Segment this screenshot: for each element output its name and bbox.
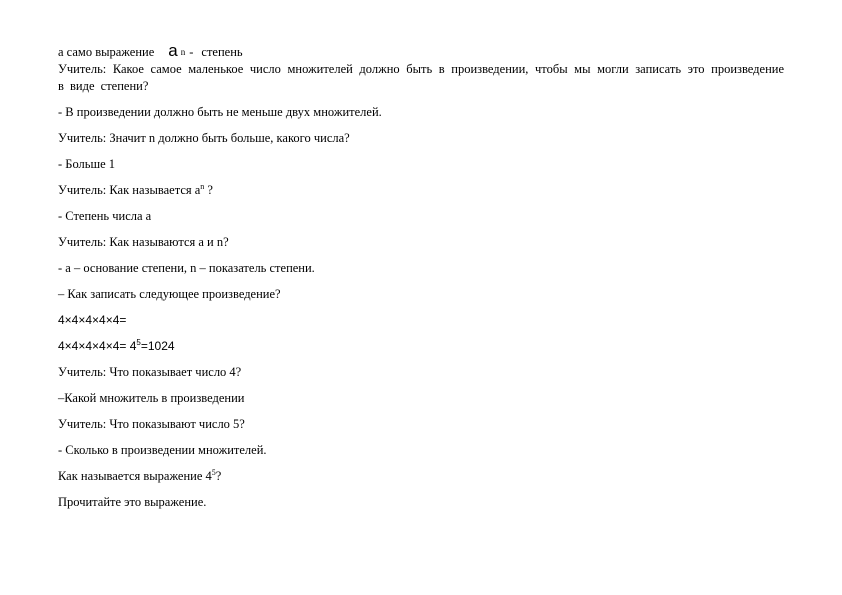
expression-name-end: ? xyxy=(215,469,222,483)
power-symbol-exponent: n xyxy=(180,47,186,57)
answer-power-of-a: - Степень числа a xyxy=(58,209,152,223)
product-result-line xyxy=(58,338,784,355)
intro-line xyxy=(58,41,784,61)
teacher-name-end: ? xyxy=(204,183,213,197)
product-result-end: =1024 xyxy=(140,339,175,353)
answer-which-factor: –Какой множитель в произведении xyxy=(58,391,245,405)
teacher-name-sup: n xyxy=(200,181,205,191)
document-page xyxy=(58,41,784,511)
intro-dash: - xyxy=(189,45,194,59)
teacher-a-n-question: Учитель: Как называются a и n? xyxy=(58,235,229,249)
how-to-write-question: – Как записать следующее произведение? xyxy=(58,287,281,301)
product-line: 4×4×4×4×4= xyxy=(58,313,127,327)
expression-name-question xyxy=(58,468,784,485)
read-expression-line: Прочитайте это выражение. xyxy=(58,495,207,509)
power-symbol: a xyxy=(168,41,178,60)
teacher-name-text: Учитель: Как называется a xyxy=(58,183,201,197)
teacher-n-question: Учитель: Значит n должно быть больше, какого числа? xyxy=(58,131,350,145)
answer-base-exponent: - a – основание степени, n – показатель степени. xyxy=(58,261,315,275)
expression-name-text: Как называется выражение 4 xyxy=(58,469,212,483)
product-result-prefix: 4×4×4×4×4= 4 xyxy=(58,339,137,353)
answer-how-many-factors: - Сколько в произведении множителей. xyxy=(58,443,267,457)
product-result-sup: 5 xyxy=(136,338,141,347)
intro-prefix: а само выражение xyxy=(58,45,155,59)
teacher-4-question: Учитель: Что показывает число 4? xyxy=(58,365,242,379)
answer-min-factors: - В произведении должно быть не меньше двух множителей. xyxy=(58,105,382,119)
answer-more-than-one: - Больше 1 xyxy=(58,157,116,171)
teacher-question-paragraph: Учитель: Какое самое маленькое число множителей должно быть в произведении, чтобы мы могли записать это произведение в виде степени? xyxy=(58,62,784,93)
expression-name-sup: 5 xyxy=(211,467,216,477)
teacher-name-question xyxy=(58,182,784,199)
intro-word: степень xyxy=(201,45,243,59)
teacher-5-question: Учитель: Что показывают число 5? xyxy=(58,417,245,431)
